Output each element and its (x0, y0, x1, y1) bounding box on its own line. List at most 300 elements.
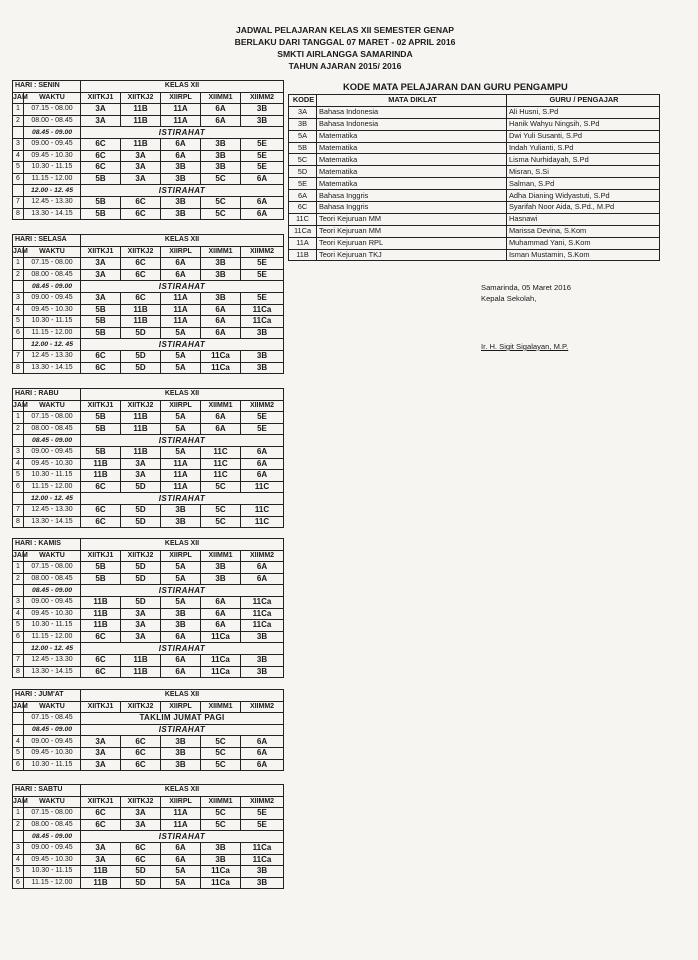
subject-code-cell: 6A (201, 608, 241, 620)
subject-code-cell: 5B (81, 573, 121, 585)
subject-code-cell: 5A (161, 362, 201, 374)
jam-cell: 6 (13, 759, 24, 771)
subject-code-cell: 5D (121, 504, 161, 516)
subject-code-cell: 6A (161, 150, 201, 162)
subject-code-cell: 3B (201, 854, 241, 866)
subject-code-cell: 6C (121, 269, 161, 281)
lesson-row (13, 573, 284, 585)
subject-code-cell: 5E (241, 162, 284, 174)
kode-subject: Matematika (317, 154, 507, 166)
break-time: 08.45 - 09.00 (24, 724, 81, 736)
break-time: 08.45 - 09.00 (24, 281, 81, 293)
jam-cell: 6 (13, 631, 24, 643)
jam-cell-empty (13, 339, 24, 351)
kode-code: 11A (289, 237, 317, 249)
kelas-label: KELAS XII (81, 235, 284, 247)
subject-code-cell: 6A (241, 446, 284, 458)
waktu-cell: 07.15 - 08.00 (24, 104, 81, 116)
kode-row (289, 106, 660, 118)
kode-header-guru: GURU / PENGAJAR (507, 95, 660, 107)
jam-cell: 4 (13, 608, 24, 620)
subject-code-cell: 5C (201, 208, 241, 220)
kode-code: 6A (289, 190, 317, 202)
class-header-xiitkj2: XIITKJ2 (121, 92, 161, 104)
lesson-row (13, 104, 284, 116)
break-time: 12.00 - 12. 45 (24, 185, 81, 197)
lesson-row (13, 316, 284, 328)
waktu-cell: 09.45 - 10.30 (24, 608, 81, 620)
subject-code-cell: 11A (161, 470, 201, 482)
subject-code-cell: 11Ca (241, 608, 284, 620)
subject-code-cell: 6A (161, 842, 201, 854)
break-row (13, 585, 284, 597)
jam-cell: 6 (13, 327, 24, 339)
subject-code-cell: 6A (161, 654, 201, 666)
waktu-cell: 09.00 - 09.45 (24, 138, 81, 150)
subject-code-cell: 6A (241, 173, 284, 185)
waktu-cell: 12.45 - 13.30 (24, 350, 81, 362)
subject-code-cell: 5D (121, 877, 161, 889)
subject-code-cell: 6A (201, 327, 241, 339)
class-header-xiitkj1: XIITKJ1 (81, 92, 121, 104)
lesson-row (13, 504, 284, 516)
subject-code-cell: 3A (121, 631, 161, 643)
jam-header: JAM (13, 701, 24, 713)
day-table (12, 784, 284, 889)
kode-header-row (289, 95, 660, 107)
day-table (12, 234, 284, 374)
subject-code-cell: 3A (121, 608, 161, 620)
jam-cell-empty (13, 643, 24, 655)
jam-cell: 8 (13, 208, 24, 220)
lesson-row (13, 304, 284, 316)
day-header-row (13, 690, 284, 702)
kode-subject: Bahasa Inggris (317, 190, 507, 202)
waktu-header: WAKTU (24, 796, 81, 808)
subject-code-cell: 5D (121, 481, 161, 493)
lesson-row (13, 327, 284, 339)
waktu-cell: 10.30 - 11.15 (24, 759, 81, 771)
subject-code-cell: 5A (161, 350, 201, 362)
subject-code-cell: 11Ca (201, 877, 241, 889)
waktu-cell: 10.30 - 11.15 (24, 866, 81, 878)
class-header-xiirpl: XIIRPL (161, 796, 201, 808)
waktu-header: WAKTU (24, 701, 81, 713)
subject-code-cell: 5D (121, 350, 161, 362)
subject-code-cell: 5A (161, 573, 201, 585)
subject-code-cell: 3B (241, 631, 284, 643)
waktu-cell: 09.00 - 09.45 (24, 292, 81, 304)
waktu-cell: 09.45 - 10.30 (24, 854, 81, 866)
jam-cell: 8 (13, 516, 24, 528)
subject-code-cell: 11Ca (201, 866, 241, 878)
subject-code-cell: 5B (81, 208, 121, 220)
subject-code-cell: 5C (201, 196, 241, 208)
waktu-cell: 11.15 - 12.00 (24, 173, 81, 185)
jam-cell: 3 (13, 446, 24, 458)
subject-code-cell: 6A (201, 104, 241, 116)
break-row (13, 185, 284, 197)
subject-code-cell: 11Ca (201, 631, 241, 643)
kode-code: 5A (289, 130, 317, 142)
subject-code-cell: 6C (121, 759, 161, 771)
lesson-row (13, 446, 284, 458)
subject-code-cell: 11A (161, 292, 201, 304)
jam-cell: 6 (13, 173, 24, 185)
subject-code-cell: 6C (121, 258, 161, 270)
kode-row (289, 118, 660, 130)
subject-code-cell: 3B (161, 162, 201, 174)
day-name: HARI : SELASA (13, 235, 81, 247)
jam-cell: 7 (13, 654, 24, 666)
subject-code-cell: 5E (241, 138, 284, 150)
waktu-cell: 07.15 - 08.45 (24, 713, 81, 725)
lesson-row (13, 412, 284, 424)
kode-code: 6C (289, 202, 317, 214)
subject-code-cell: 5C (201, 504, 241, 516)
subject-code-cell: 6A (161, 138, 201, 150)
lesson-row (13, 196, 284, 208)
subject-code-cell: 5C (201, 819, 241, 831)
subject-code-cell: 11B (81, 866, 121, 878)
subject-code-cell: 3B (201, 292, 241, 304)
subject-code-cell: 6A (201, 620, 241, 632)
subject-code-cell: 11B (121, 104, 161, 116)
jam-cell: 4 (13, 150, 24, 162)
jam-cell-empty (13, 585, 24, 597)
class-header-xiirpl: XIIRPL (161, 400, 201, 412)
subject-code-cell: 5C (201, 747, 241, 759)
class-header-xiimm2: XIIMM2 (241, 701, 284, 713)
lesson-row (13, 481, 284, 493)
subject-code-cell: 3B (201, 269, 241, 281)
subject-code-cell: 3B (161, 608, 201, 620)
subject-code-cell: 3A (121, 819, 161, 831)
kode-code: 11Ca (289, 225, 317, 237)
jam-header: JAM (13, 92, 24, 104)
subject-code-cell: 6C (81, 516, 121, 528)
sign-name: Ir. H. Sigit Sigalayan, M.P. (481, 342, 569, 351)
column-header-row (13, 92, 284, 104)
kode-subject: Matematika (317, 130, 507, 142)
waktu-cell: 07.15 - 08.00 (24, 562, 81, 574)
subject-code-cell: 3A (81, 854, 121, 866)
lesson-row (13, 877, 284, 889)
kode-row (289, 178, 660, 190)
subject-code-cell: 5B (81, 412, 121, 424)
waktu-cell: 10.30 - 11.15 (24, 620, 81, 632)
subject-code-cell: 11A (161, 115, 201, 127)
subject-code-cell: 11C (201, 470, 241, 482)
subject-code-cell: 11B (81, 470, 121, 482)
class-header-xiimm2: XIIMM2 (241, 92, 284, 104)
subject-code-cell: 6C (81, 162, 121, 174)
class-header-xiitkj1: XIITKJ1 (81, 400, 121, 412)
subject-code-cell: 6A (201, 412, 241, 424)
kelas-label: KELAS XII (81, 690, 284, 702)
lesson-row (13, 666, 284, 678)
jam-header: JAM (13, 400, 24, 412)
kode-teacher: Hasnawi (507, 213, 660, 225)
jam-cell-empty (13, 127, 24, 139)
subject-code-cell: 3B (201, 562, 241, 574)
break-row (13, 339, 284, 351)
subject-code-cell: 11Ca (241, 316, 284, 328)
break-label: ISTIRAHAT (81, 831, 284, 843)
kode-subject: Teori Kejuruan MM (317, 213, 507, 225)
class-header-xiitkj1: XIITKJ1 (81, 550, 121, 562)
subject-code-cell: 6A (241, 759, 284, 771)
jam-cell: 3 (13, 596, 24, 608)
subject-code-cell: 5A (161, 412, 201, 424)
break-time: 12.00 - 12. 45 (24, 339, 81, 351)
subject-code-cell: 6C (121, 208, 161, 220)
subject-code-cell: 5D (121, 866, 161, 878)
kode-row (289, 249, 660, 261)
waktu-cell: 09.45 - 10.30 (24, 150, 81, 162)
jam-cell: 6 (13, 481, 24, 493)
subject-code-cell: 5B (81, 196, 121, 208)
kode-title: KODE MATA PELAJARAN DAN GURU PENGAMPU (343, 81, 568, 92)
class-header-xiimm2: XIIMM2 (241, 400, 284, 412)
kode-teacher: Marissa Devina, S.Kom (507, 225, 660, 237)
subject-code-cell: 3A (81, 115, 121, 127)
break-row (13, 435, 284, 447)
subject-code-cell: 11B (81, 608, 121, 620)
class-header-xiimm1: XIIMM1 (201, 246, 241, 258)
lesson-row (13, 747, 284, 759)
break-row (13, 127, 284, 139)
subject-code-cell: 6C (121, 196, 161, 208)
column-header-row (13, 796, 284, 808)
subject-code-cell: 5A (161, 327, 201, 339)
jam-cell: 4 (13, 854, 24, 866)
jam-cell-empty (13, 281, 24, 293)
day-name: HARI : SENIN (13, 81, 81, 93)
subject-code-cell: 6C (81, 504, 121, 516)
subject-code-cell: 5D (121, 327, 161, 339)
subject-code-cell: 11A (161, 808, 201, 820)
break-label: ISTIRAHAT (81, 281, 284, 293)
sign-place-date: Samarinda, 05 Maret 2016 (481, 283, 571, 292)
kelas-label: KELAS XII (81, 785, 284, 797)
class-header-xiimm2: XIIMM2 (241, 246, 284, 258)
subject-code-cell: 6C (121, 854, 161, 866)
subject-code-cell: 5C (201, 516, 241, 528)
waktu-cell: 09.00 - 09.45 (24, 446, 81, 458)
waktu-header: WAKTU (24, 246, 81, 258)
subject-code-cell: 11Ca (201, 654, 241, 666)
class-header-xiitkj2: XIITKJ2 (121, 701, 161, 713)
lesson-row (13, 458, 284, 470)
subject-code-cell: 3A (121, 150, 161, 162)
break-row (13, 281, 284, 293)
break-label: ISTIRAHAT (81, 339, 284, 351)
subject-code-cell: 3B (241, 115, 284, 127)
break-label: ISTIRAHAT (81, 724, 284, 736)
kode-teacher: Syarifah Noor Aida, S.Pd., M.Pd (507, 202, 660, 214)
lesson-row (13, 854, 284, 866)
waktu-cell: 10.30 - 11.15 (24, 162, 81, 174)
lesson-row (13, 608, 284, 620)
subject-code-cell: 5B (81, 316, 121, 328)
waktu-cell: 13.30 - 14.15 (24, 362, 81, 374)
subject-code-cell: 5A (161, 877, 201, 889)
lesson-row (13, 842, 284, 854)
jam-cell: 5 (13, 316, 24, 328)
subject-code-cell: 5C (201, 481, 241, 493)
subject-code-cell: 6A (161, 854, 201, 866)
subject-code-cell: 3B (241, 104, 284, 116)
jam-cell: 1 (13, 258, 24, 270)
kode-subject: Teori Kejuruan MM (317, 225, 507, 237)
waktu-cell: 11.15 - 12.00 (24, 327, 81, 339)
subject-code-cell: 3B (201, 258, 241, 270)
subject-code-cell: 11C (201, 458, 241, 470)
kode-teacher: Muhammad Yani, S.Kom (507, 237, 660, 249)
lesson-row (13, 759, 284, 771)
kode-row (289, 130, 660, 142)
column-header-row (13, 400, 284, 412)
subject-code-cell: 6C (81, 631, 121, 643)
subject-code-cell: 6C (121, 736, 161, 748)
subject-code-cell: 5A (161, 446, 201, 458)
subject-code-cell: 6C (81, 150, 121, 162)
subject-code-cell: 11Ca (241, 842, 284, 854)
jam-cell: 1 (13, 808, 24, 820)
waktu-cell: 12.45 - 13.30 (24, 654, 81, 666)
waktu-cell: 09.00 - 09.45 (24, 596, 81, 608)
waktu-cell: 11.15 - 12.00 (24, 481, 81, 493)
waktu-cell: 08.00 - 08.45 (24, 573, 81, 585)
kode-teacher: Hanik Wahyu Ningsih, S.Pd (507, 118, 660, 130)
subject-code-cell: 5B (81, 562, 121, 574)
jam-cell-empty (13, 493, 24, 505)
day-name: HARI : KAMIS (13, 539, 81, 551)
lesson-row (13, 470, 284, 482)
subject-code-cell: 5E (241, 819, 284, 831)
subject-code-cell: 3A (121, 162, 161, 174)
subject-code-cell: 3A (121, 458, 161, 470)
waktu-cell: 09.00 - 09.45 (24, 842, 81, 854)
subject-code-cell: 5C (201, 736, 241, 748)
class-header-xiirpl: XIIRPL (161, 701, 201, 713)
class-header-xiimm1: XIIMM1 (201, 701, 241, 713)
subject-code-cell: 6A (241, 458, 284, 470)
subject-code-cell: 6A (161, 666, 201, 678)
subject-code-cell: 5C (201, 808, 241, 820)
waktu-cell: 12.45 - 13.30 (24, 504, 81, 516)
break-time: 08.45 - 09.00 (24, 435, 81, 447)
lesson-row (13, 350, 284, 362)
subject-code-cell: 11B (121, 423, 161, 435)
waktu-cell: 09.45 - 10.30 (24, 458, 81, 470)
column-header-row (13, 701, 284, 713)
subject-code-cell: 3B (161, 196, 201, 208)
kode-row (289, 142, 660, 154)
subject-code-cell: 3B (241, 877, 284, 889)
jam-cell: 5 (13, 866, 24, 878)
subject-code-cell: 6C (81, 138, 121, 150)
subject-code-cell: 3A (81, 842, 121, 854)
kode-subject: Teori Kejuruan RPL (317, 237, 507, 249)
kode-code: 3B (289, 118, 317, 130)
kode-teacher: Salman, S.Pd (507, 178, 660, 190)
waktu-cell: 08.00 - 08.45 (24, 819, 81, 831)
day-header-row (13, 81, 284, 93)
subject-code-cell: 3B (161, 747, 201, 759)
subject-code-cell: 3B (241, 654, 284, 666)
subject-code-cell: 3A (121, 620, 161, 632)
subject-code-cell: 11Ca (201, 350, 241, 362)
column-header-row (13, 550, 284, 562)
kode-row (289, 166, 660, 178)
subject-code-cell: 3A (121, 808, 161, 820)
break-time: 08.45 - 09.00 (24, 831, 81, 843)
break-label: ISTIRAHAT (81, 643, 284, 655)
jam-cell: 7 (13, 350, 24, 362)
jam-cell: 1 (13, 412, 24, 424)
jam-cell: 8 (13, 666, 24, 678)
subject-code-cell: 3B (241, 666, 284, 678)
jam-cell: 2 (13, 423, 24, 435)
jam-cell: 5 (13, 620, 24, 632)
subject-code-cell: 5B (81, 446, 121, 458)
subject-code-cell: 11C (241, 504, 284, 516)
jam-cell: 5 (13, 162, 24, 174)
kode-row (289, 190, 660, 202)
subject-code-cell: 5B (81, 304, 121, 316)
subject-code-cell: 6A (241, 747, 284, 759)
subject-code-cell: 11Ca (201, 666, 241, 678)
kode-subject: Matematika (317, 166, 507, 178)
lesson-row (13, 562, 284, 574)
subject-code-cell: 3B (161, 173, 201, 185)
special-label: TAKLIM JUMAT PAGI (81, 713, 284, 725)
jam-header: JAM (13, 550, 24, 562)
subject-code-cell: 6C (81, 666, 121, 678)
subject-code-cell: 3B (241, 362, 284, 374)
class-header-xiimm1: XIIMM1 (201, 796, 241, 808)
subject-code-cell: 6C (81, 808, 121, 820)
class-header-xiimm1: XIIMM1 (201, 550, 241, 562)
kode-teacher: Lisma Nurhidayah, S.Pd (507, 154, 660, 166)
day-name: HARI : RABU (13, 389, 81, 401)
kode-row (289, 154, 660, 166)
subject-code-cell: 3B (201, 150, 241, 162)
class-header-xiirpl: XIIRPL (161, 246, 201, 258)
subject-code-cell: 3A (121, 173, 161, 185)
subject-code-cell: 11B (121, 304, 161, 316)
lesson-row (13, 423, 284, 435)
kode-table (288, 94, 660, 261)
kode-code: 3A (289, 106, 317, 118)
subject-code-cell: 5A (161, 866, 201, 878)
subject-code-cell: 6A (161, 258, 201, 270)
class-header-xiitkj1: XIITKJ1 (81, 246, 121, 258)
break-label: ISTIRAHAT (81, 185, 284, 197)
lesson-row (13, 808, 284, 820)
subject-code-cell: 6A (241, 470, 284, 482)
subject-code-cell: 5D (121, 573, 161, 585)
subject-code-cell: 11Ca (241, 596, 284, 608)
subject-code-cell: 5A (161, 423, 201, 435)
subject-code-cell: 6A (241, 736, 284, 748)
subject-code-cell: 11C (241, 516, 284, 528)
lesson-row (13, 620, 284, 632)
jam-cell: 2 (13, 115, 24, 127)
waktu-header: WAKTU (24, 92, 81, 104)
